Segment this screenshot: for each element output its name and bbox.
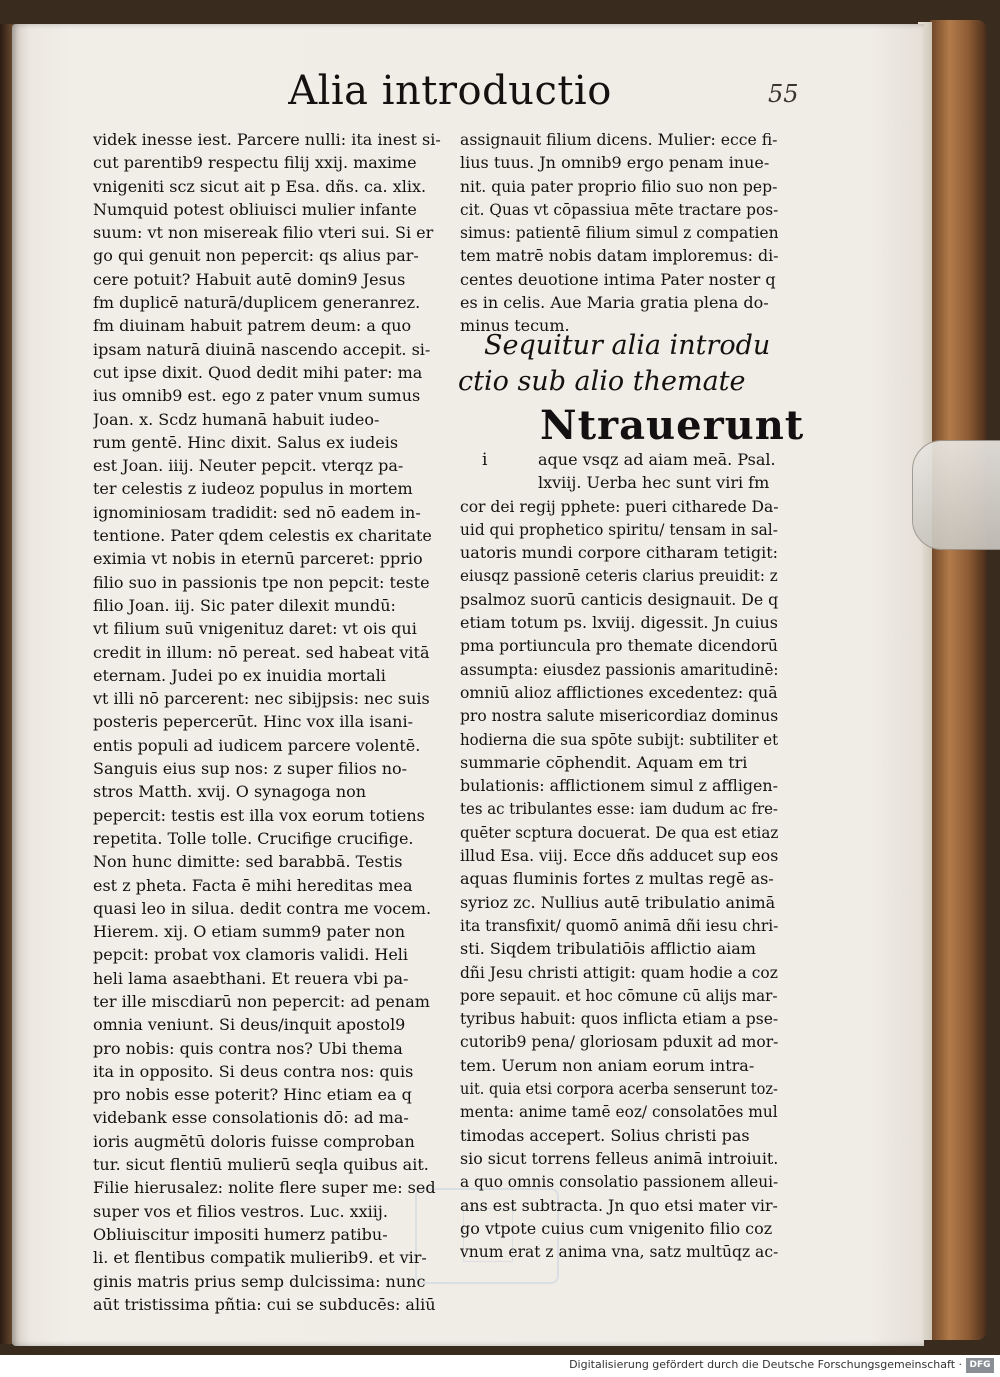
text-line: Numquid potest obliuisci mulier infante: [93, 199, 417, 219]
text-line: omnia veniunt. Si deus/inquit apostol9: [93, 1015, 406, 1035]
folio-number: 55: [768, 80, 799, 108]
text-line: pepercit: testis est illa vox eorum totiens: [93, 805, 425, 825]
text-line: timodas accepert. Solius christi pas: [460, 1125, 750, 1145]
text-line: pro nobis: quis contra nos? Ubi thema: [93, 1038, 403, 1058]
text-line: vt illi nō parcerent: nec sibijpsis: nec suis: [93, 689, 430, 709]
text-line: tes ac tribulantes esse: iam dudum ac fre-: [460, 799, 778, 819]
text-line: go vtpote cuius cum vnigenito filio coz: [460, 1218, 773, 1238]
text-line: ignominiosam tradidit: sed nō eadem in-: [93, 502, 421, 522]
text-line: Sanguis eius sup nos: z super filios no-: [93, 759, 408, 779]
text-line: ipsam naturā diuinā nascendo accepit. si-: [93, 339, 431, 359]
text-line: pro nostra salute misericordiaz dominus: [460, 706, 779, 726]
running-head: Alia introductio: [288, 68, 612, 114]
text-line: filio Joan. iij. Sic pater dilexit mundū:: [93, 595, 396, 615]
initial-letter: i: [482, 450, 488, 470]
text-line: Filie hierusalez: nolite flere super me: sed: [93, 1178, 436, 1198]
text-line: heli lama asaebthani. Et reuera vbi pa-: [93, 968, 409, 988]
text-line: ginis matris prius semp dulcissima: nunc: [93, 1271, 426, 1291]
text-line: psalmoz suorū canticis designauit. De q: [460, 589, 779, 609]
text-line: bulationis: afflictionem simul z affligen-: [460, 776, 779, 796]
text-line: minus tecum.: [460, 316, 570, 336]
text-line: etiam totum ps. lxviij. digessit. Jn cuius: [460, 613, 778, 633]
text-line: sio sicut torrens felleus animā introiuit.: [460, 1148, 779, 1168]
footer-credit: Digitalisierung gefördert durch die Deutsche Forschungsgemeinschaft ·: [569, 1358, 962, 1371]
text-line: uid qui prophetico spiritu/ tensam in sal-: [460, 519, 778, 539]
text-line: ioris augmētū doloris fuisse comproban: [93, 1131, 415, 1151]
text-line: super vos et filios vestros. Luc. xxiij.: [93, 1201, 388, 1221]
text-line: vt filium suū vnigenituz daret: vt ois qui: [93, 619, 417, 639]
text-line: go qui genuit non pepercit: qs alius par-: [93, 246, 419, 266]
text-line: summarie cōphendit. Aquam em tri: [460, 752, 748, 772]
text-line: Non hunc dimitte: sed barabbā. Testis: [93, 852, 403, 872]
text-line: centes deuotione intima Pater noster q: [460, 269, 776, 289]
dfg-logo: DFG: [966, 1358, 994, 1373]
section-heading-line-1: Sequitur alia introdu: [484, 330, 771, 361]
text-line: hodierna die sua spōte subijt: subtiliter et: [460, 729, 778, 749]
text-line: cor dei regij pphete: pueri citharede Da-: [460, 496, 779, 516]
text-line: es in celis. Aue Maria gratia plena do-: [460, 293, 769, 313]
text-line: Hierem. xij. O etiam summ9 pater non: [93, 922, 406, 942]
text-line: assignauit filium dicens. Mulier: ecce fi-: [460, 130, 778, 149]
text-line: uatoris mundi corpore citharam tetigit:: [460, 543, 778, 563]
text-line: fm duplicē naturā/duplicem generanrez.: [93, 293, 421, 313]
text-line: tem. Uerum non aniam eorum intra-: [460, 1055, 755, 1075]
text-line: vnum erat z anima vna, satz multūqz ac-: [460, 1242, 779, 1262]
text-line: fm diuinam habuit patrem deum: a quo: [93, 316, 412, 336]
text-line: est Joan. iiij. Neuter pepcit. vterqz pa-: [93, 456, 404, 476]
text-line: aquas fluminis fortes z multas regē as-: [460, 869, 774, 889]
text-line: repetita. Tolle tolle. Crucifige crucifige.: [93, 828, 414, 848]
text-line: pma portiuncula pro themate dicendorū: [460, 636, 778, 656]
text-line: omniū alioz afflictiones excedentez: quā: [460, 682, 778, 702]
text-line: uit. quia etsi corpora acerba senserunt toz-: [460, 1079, 778, 1099]
text-line: simus: patientē filium simul z compatien: [460, 223, 779, 243]
left-column: [93, 128, 445, 1316]
text-line: cut parentib9 respectu filij xxij. maxime: [93, 153, 417, 173]
text-line: videbank esse consolationis dō: ad ma-: [93, 1108, 409, 1128]
text-line: syrioz zc. Nullius autē tribulatio animā: [460, 892, 776, 912]
text-line: est z pheta. Facta ē mihi hereditas mea: [93, 875, 413, 895]
text-line: a quo omnis consolatio passionem alleui-: [460, 1172, 779, 1192]
text-line: filio suo in passionis tpe non pepcit: teste: [93, 572, 430, 592]
text-line: rum gentē. Hinc dixit. Salus ex iudeis: [93, 432, 399, 452]
text-line: li. et flentibus compatik mulierib9. et vir-: [93, 1248, 427, 1268]
text-line: aūt tristissima pñtia: cui se subducēs: aliū: [93, 1294, 436, 1314]
book-cover-right: [930, 20, 986, 1340]
text-line: eiusqz passionē ceteris clarius preuidit: z: [460, 566, 778, 586]
decorated-initial-word: Ntrauerunt: [540, 402, 805, 449]
text-line: cere potuit? Habuit autē domin9 Jesus: [93, 269, 406, 289]
text-line: tyribus habuit: quos inflicta etiam a pse-: [460, 1009, 779, 1029]
text-line: illud Esa. viij. Ecce dñs adducet sup eos: [460, 846, 778, 866]
text-line: ans est subtracta. Jn quo etsi mater vir-: [460, 1195, 778, 1215]
text-line: ter celestis z iudeoz populus in mortem: [93, 479, 413, 499]
text-line: eximia vt nobis in eternū parceret: pprio: [93, 549, 423, 569]
text-line: entis populi ad iudicem parcere volentē.: [93, 735, 421, 755]
page-clip: [912, 440, 1000, 550]
text-line: dñi Jesu christi attigit: quam hodie a coz: [460, 962, 778, 982]
text-line: ita transfixit/ quomō animā dñi iesu chri-: [460, 915, 779, 935]
text-line: stros Matth. xvij. O synagoga non: [93, 782, 367, 802]
right-column-bottom: [460, 448, 780, 1263]
text-line: tur. sicut flentiū mulierū seqla quibus ait.: [93, 1155, 429, 1175]
text-line: lxviij. Uerba hec sunt viri fm: [538, 473, 770, 493]
footer-bar: [0, 1355, 1000, 1377]
text-line: ius omnib9 est. ego z pater vnum sumus: [93, 386, 421, 406]
text-line: cutorib9 pena/ gloriosam pduxit ad mor-: [460, 1032, 779, 1052]
text-line: tentione. Pater qdem celestis ex charitate: [93, 526, 432, 546]
text-line: menta: anime tamē eoz/ consolatōes mul: [460, 1102, 778, 1122]
text-line: aque vsqz ad aiam meā. Psal.: [538, 450, 776, 469]
text-line: eternam. Judei po ex inuidia mortali: [93, 665, 386, 685]
text-line: suum: vt non misereak filio vteri sui. Si er: [93, 223, 434, 243]
text-line: lius tuus. Jn omnib9 ergo penam inue-: [460, 153, 770, 173]
text-line: quasi leo in silua. dedit contra me vocem.: [93, 898, 432, 918]
text-line: posteris pepercerūt. Hinc vox illa isani-: [93, 712, 413, 732]
right-column-top: [460, 128, 780, 338]
text-line: pro nobis esse poterit? Hinc etiam ea q: [93, 1085, 412, 1105]
text-line: Obliuiscitur impositi humerz patibu-: [93, 1224, 388, 1244]
text-line: quēter scptura docuerat. De qua est etiaz: [460, 822, 779, 842]
text-line: ita in opposito. Si deus contra nos: quis: [93, 1061, 414, 1081]
section-heading-line-2: ctio sub alio themate: [458, 366, 746, 397]
text-line: credit in illum: nō pereat. sed habeat vitā: [93, 642, 430, 662]
text-line: cut ipse dixit. Quod dedit mihi pater: ma: [93, 362, 423, 382]
text-line: assumpta: eiusdez passionis amaritudinē:: [460, 659, 779, 679]
text-line: pepcit: probat vox clamoris validi. Heli: [93, 945, 409, 965]
text-line: Joan. x. Scdz humanā habuit iudeo-: [93, 409, 380, 429]
text-line: cit. Quas vt cōpassiua mēte tractare pos-: [460, 199, 779, 219]
text-line: tem matrē nobis datam imploremus: di-: [460, 246, 779, 266]
text-line: ter ille miscdiarū non pepercit: ad penam: [93, 991, 430, 1011]
text-line: pore sepauit. et hoc cōmune cū alijs mar-: [460, 985, 778, 1005]
text-line: videk inesse iest. Parcere nulli: ita inest si-: [93, 130, 441, 149]
text-line: vnigeniti scz sicut ait p Esa. dñs. ca. xlix.: [93, 176, 427, 196]
text-line: sti. Siqdem tribulatiōis afflictio aiam: [460, 939, 756, 959]
text-line: nit. quia pater proprio filio suo non pep-: [460, 176, 778, 196]
